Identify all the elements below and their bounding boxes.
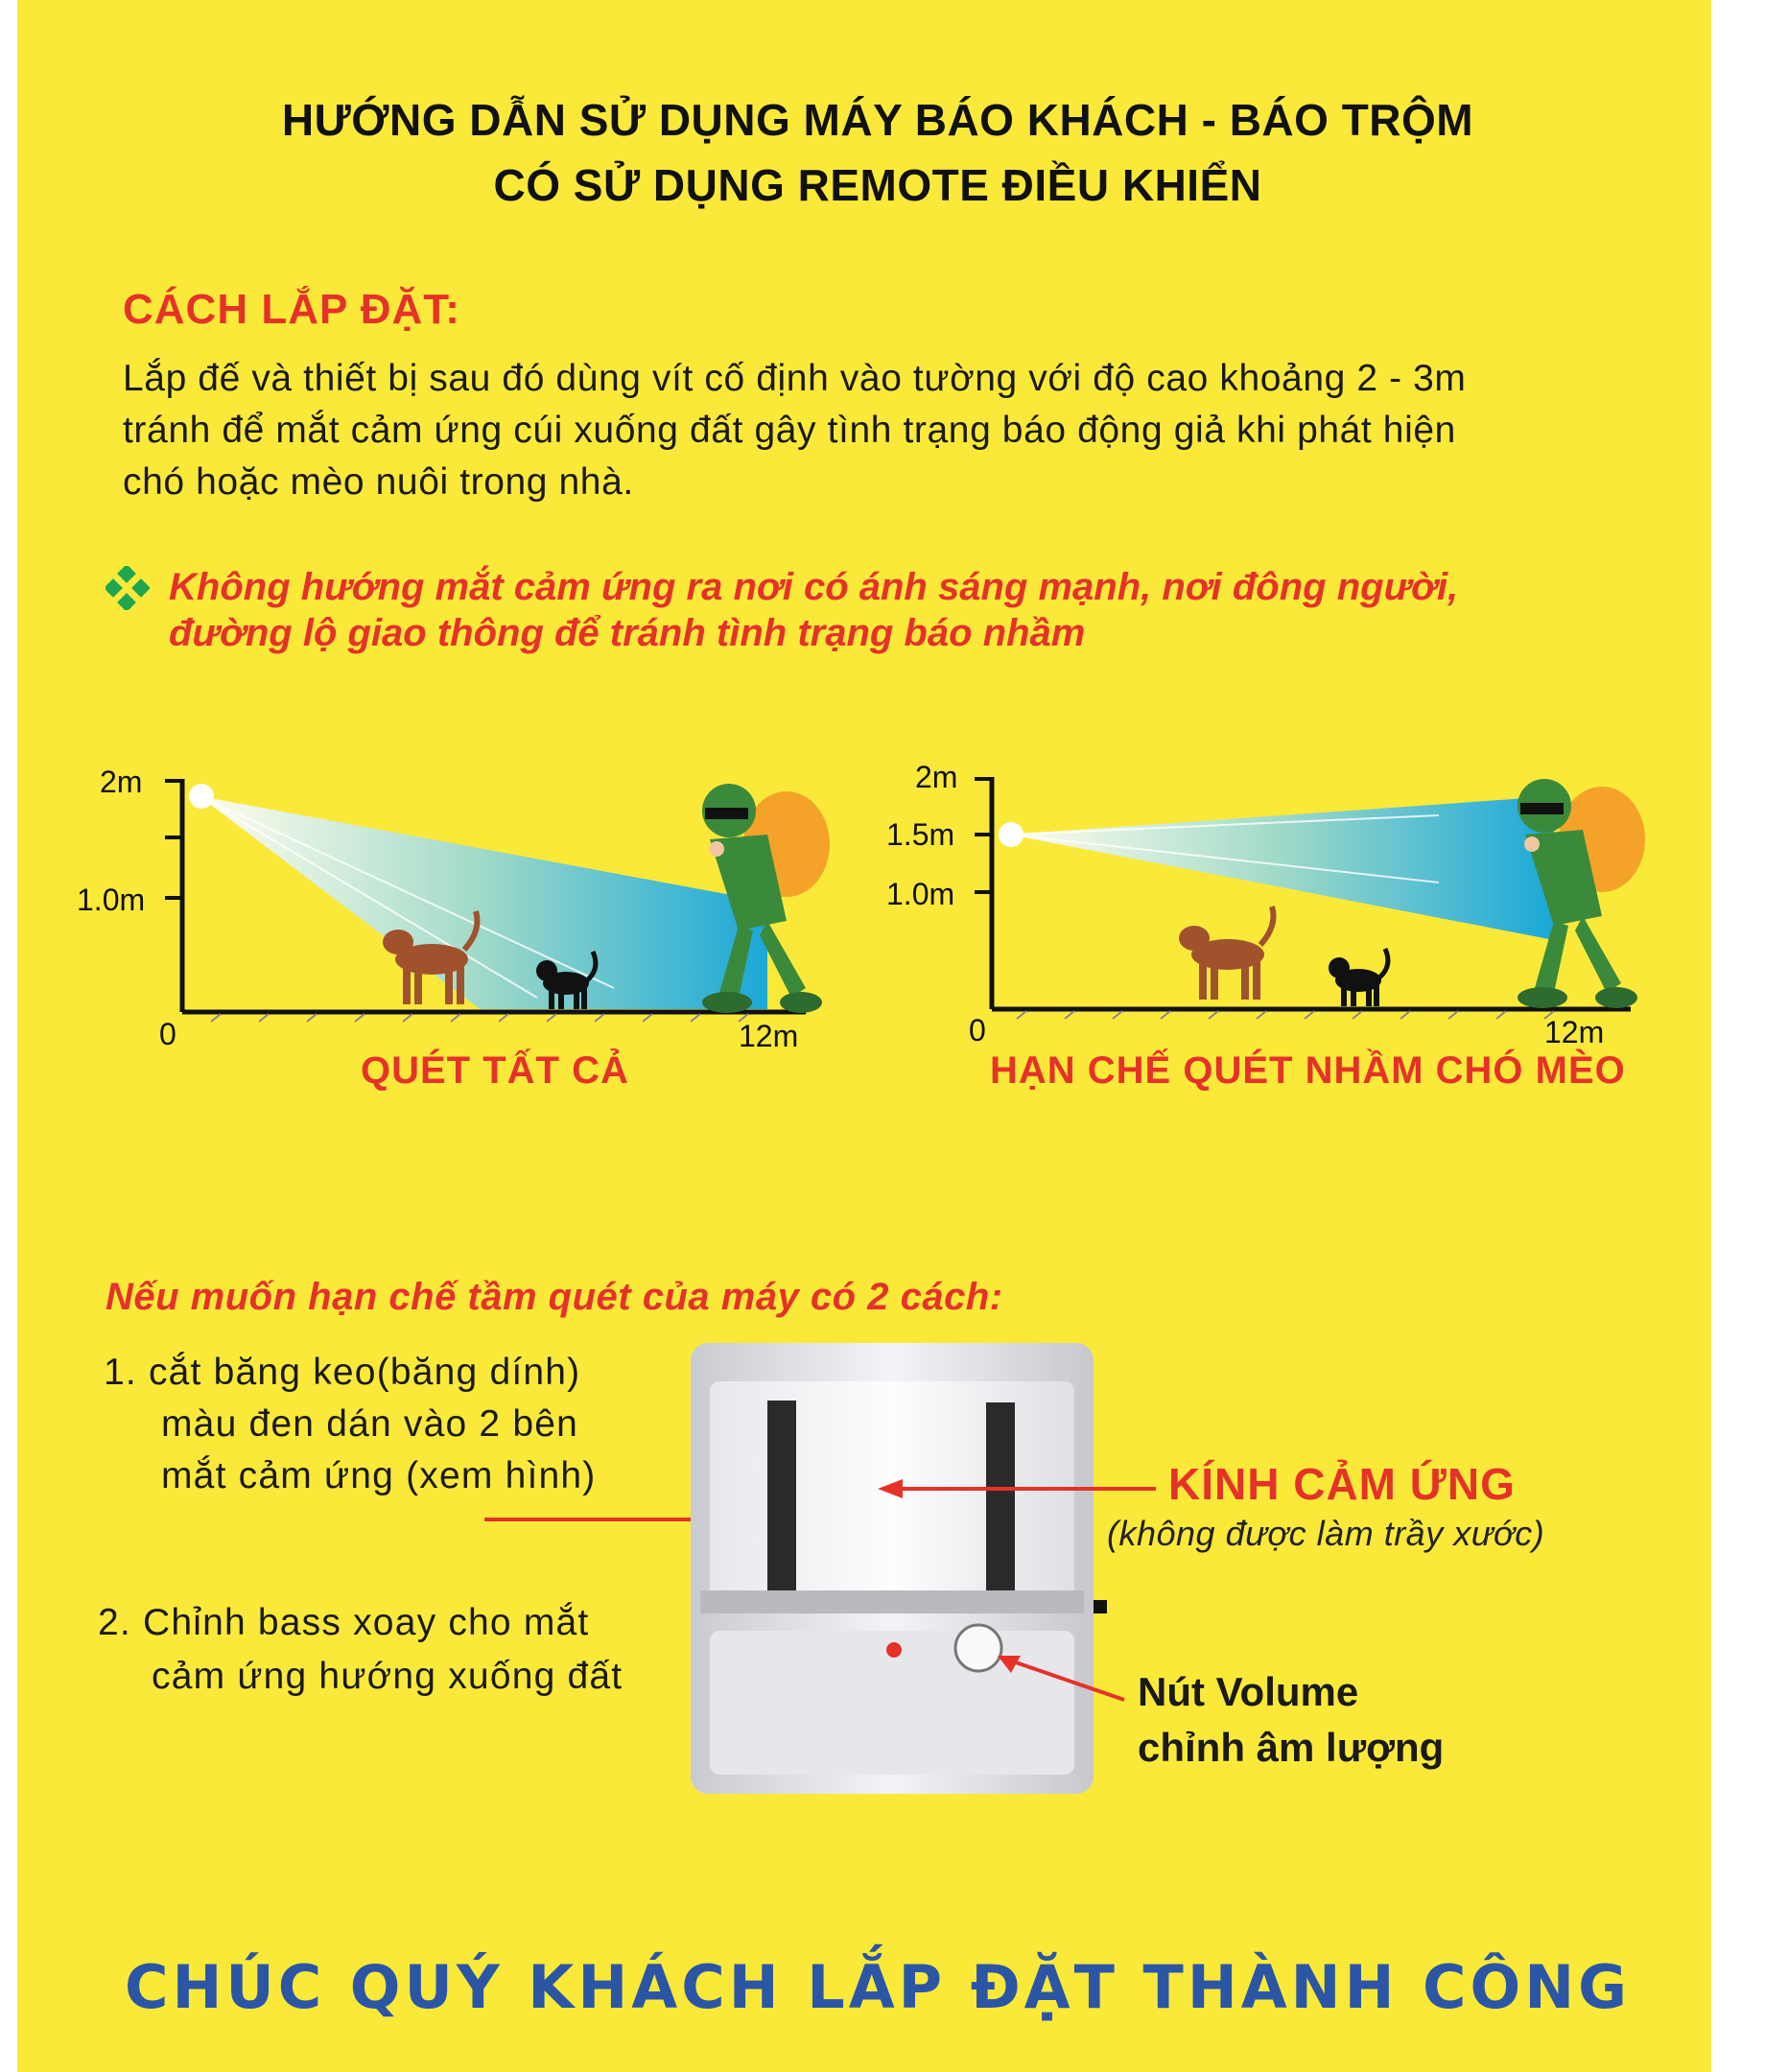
lens-label: KÍNH CẢM ỨNG bbox=[1168, 1459, 1516, 1509]
arrow-to-volume bbox=[994, 1652, 1128, 1706]
footer-greeting: CHÚC QUÝ KHÁCH LẮP ĐẶT THÀNH CÔNG bbox=[124, 1952, 1632, 2022]
left-diagram-caption: QUÉT TẤT CẢ bbox=[361, 1049, 629, 1092]
scan-all-diagram bbox=[77, 758, 863, 1046]
left-y-tick-2m: 2m bbox=[100, 765, 143, 799]
dog-icon bbox=[1179, 906, 1274, 1000]
warning-line2: đường lộ giao thông để tránh tình trạng báo nhầm bbox=[169, 612, 1086, 654]
method2-text bbox=[98, 1596, 623, 1704]
right-x-end: 12m bbox=[1544, 1015, 1605, 1049]
pet-immune-diagram bbox=[902, 758, 1688, 1046]
method1-text bbox=[104, 1347, 596, 1502]
led-indicator bbox=[886, 1642, 902, 1658]
left-y-tick-1m: 1.0m bbox=[77, 883, 146, 917]
right-x-start: 0 bbox=[969, 1013, 986, 1048]
installation-text bbox=[123, 353, 1466, 508]
method2-line: 2. Chỉnh bass xoay cho mắt bbox=[98, 1602, 590, 1643]
right-y-tick-2m: 2m bbox=[915, 760, 958, 794]
lens-note: (không được làm trầy xước) bbox=[1107, 1514, 1545, 1553]
installation-line: chó hoặc mèo nuôi trong nhà. bbox=[123, 461, 634, 503]
method1-line: 1. cắt băng keo(băng dính) bbox=[104, 1352, 581, 1393]
page-title-line1: HƯỚNG DẪN SỬ DỤNG MÁY BÁO KHÁCH - BÁO TRỘM bbox=[281, 95, 1474, 145]
sensor-device-image bbox=[691, 1343, 1122, 1794]
method1-line: mắt cảm ứng (xem hình) bbox=[161, 1455, 597, 1496]
limit-heading: Nếu muốn hạn chế tầm quét của máy có 2 cách: bbox=[106, 1276, 1003, 1318]
installation-line: Lắp đế và thiết bị sau đó dùng vít cố định vào tường với độ cao khoảng 2 - 3m bbox=[123, 358, 1467, 399]
method1-line: màu đen dán vào 2 bên bbox=[161, 1403, 579, 1445]
sensor-beam bbox=[200, 796, 767, 1009]
right-y-tick-1-5m: 1.5m bbox=[886, 817, 955, 852]
left-x-end: 12m bbox=[739, 1019, 799, 1053]
volume-label-line2: chỉnh âm lượng bbox=[1138, 1725, 1445, 1770]
method2-line: cảm ứng hướng xuống đất bbox=[152, 1656, 623, 1697]
volume-label-line1: Nút Volume bbox=[1138, 1669, 1359, 1714]
sensor-icon bbox=[999, 822, 1023, 847]
installation-line: tránh để mắt cảm ứng cúi xuống đất gây tình trạng báo động giả khi phát hiện bbox=[123, 410, 1456, 451]
warning-line1: Không hướng mắt cảm ứng ra nơi có ánh sáng mạnh, nơi đông người, bbox=[169, 566, 1459, 608]
cat-icon bbox=[1329, 949, 1388, 1006]
sensor-beam bbox=[1009, 796, 1554, 940]
installation-heading: CÁCH LẮP ĐẶT: bbox=[123, 286, 460, 333]
page-title-line2: CÓ SỬ DỤNG REMOTE ĐIỀU KHIỂN bbox=[493, 160, 1262, 210]
black-tape-left bbox=[767, 1401, 796, 1592]
right-diagram-caption: HẠN CHẾ QUÉT NHẦM CHÓ MÈO bbox=[990, 1049, 1626, 1092]
left-x-start: 0 bbox=[159, 1017, 176, 1051]
sensor-icon bbox=[189, 784, 214, 809]
right-y-tick-1m: 1.0m bbox=[886, 877, 955, 911]
arrow-to-lens bbox=[878, 1472, 1165, 1510]
diamond-bullet-icon bbox=[106, 566, 150, 610]
